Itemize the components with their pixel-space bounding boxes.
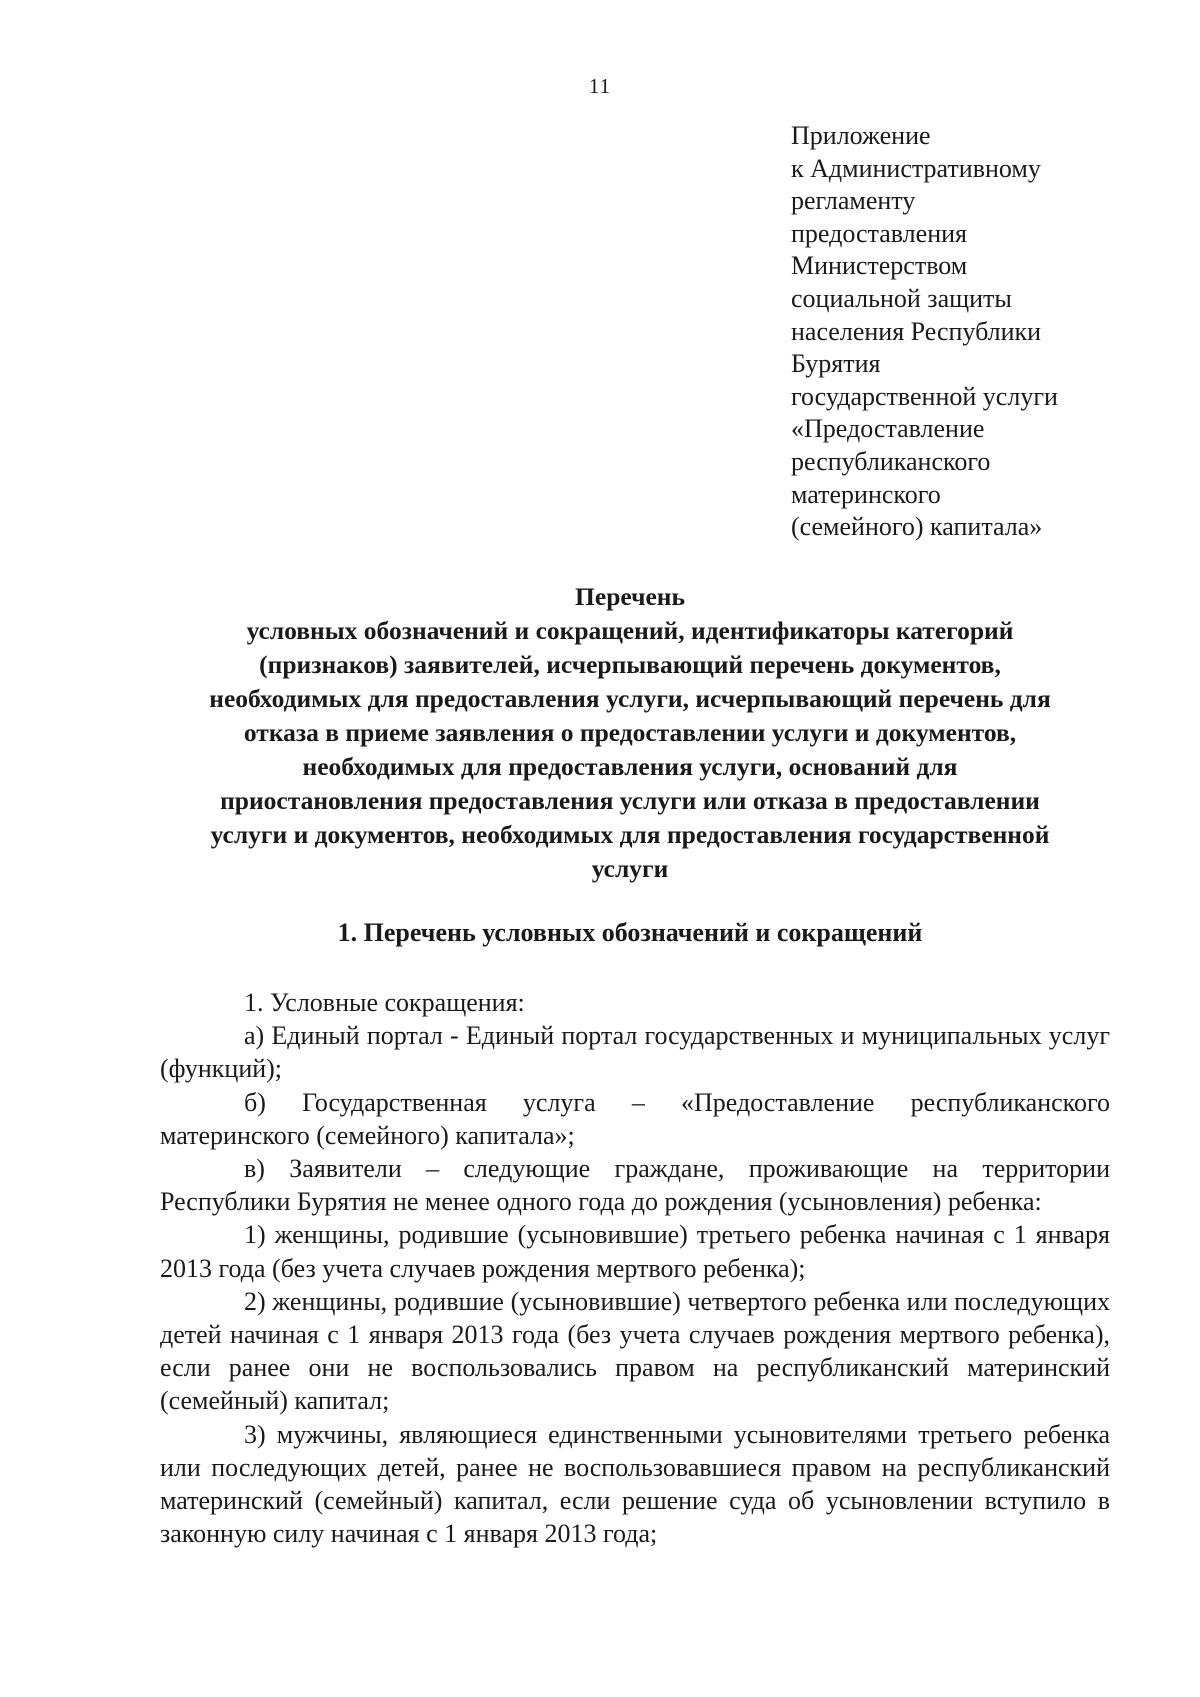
document-heading [150, 580, 1110, 886]
paragraph: 2) женщины, родившие (усыновившие) четвертого ребенка или последующих детей начиная с 1 января 2013 года (без учета случаев рождения мертвого ребенка), если ранее они не воспользовались правом на республиканский материнский (семейный) капитал; [160, 1286, 1110, 1416]
heading-line: услуги и документов, необходимых для предоставления государственной [210, 820, 1050, 849]
heading-line: необходимых для предоставления услуги, исчерпывающий перечень для [209, 684, 1051, 713]
paragraph: 1. Условные сокращения: [244, 988, 525, 1017]
heading-line: услуги [591, 854, 669, 883]
appendix-line: регламенту [791, 186, 916, 216]
heading-line: Перечень [575, 582, 685, 611]
heading-line: условных обозначений и сокращений, идентификаторы категорий [246, 616, 1014, 645]
appendix-line: республиканского [791, 446, 991, 476]
paragraph: б) Государственная услуга – «Предоставление республиканского материнского (семейного) капитала»; [160, 1087, 1110, 1150]
body-text [160, 986, 1110, 1550]
appendix-line: населения Республики [791, 316, 1042, 346]
heading-line: (признаков) заявителей, исчерпывающий перечень документов, [259, 650, 1001, 679]
page-number: 11 [588, 74, 612, 98]
paragraph: 1) женщины, родившие (усыновившие) третьего ребенка начиная с 1 января 2013 года (без учета случаев рождения мертвого ребенка); [160, 1220, 1110, 1283]
appendix-line: (семейного) капитала» [791, 512, 1043, 542]
appendix-line: социальной защиты [791, 283, 1012, 313]
appendix-line: Приложение [791, 121, 931, 150]
appendix-line: Министерством [791, 251, 968, 281]
appendix-line: «Предоставление [791, 414, 985, 444]
paragraph: 3) мужчины, являющиеся единственными усыновителями третьего ребенка или последующих детей, ранее не воспользовавшиеся правом на республиканский материнский (семейный) капитал, если решение суда об усыновлении вступило в законную силу начиная с 1 января 2013 года; [160, 1419, 1110, 1549]
heading-line: приостановления предоставления услуги или отказа в предоставлении [220, 786, 1040, 815]
heading-line: отказа в приеме заявления о предоставлении услуги и документов, [243, 718, 1017, 747]
heading-line: необходимых для предоставления услуги, оснований для [302, 752, 958, 781]
paragraph: в) Заявители – следующие граждане, проживающие на территории Республики Бурятия не менее одного года до рождения (усыновления) ребенка: [160, 1154, 1110, 1217]
paragraph: а) Единый портал - Единый портал государственных и муниципальных услуг (функций); [160, 1021, 1110, 1084]
appendix-line: государственной услуги [791, 381, 1058, 411]
appendix-line: предоставления [791, 218, 967, 248]
appendix-block [791, 120, 1181, 544]
section-title: 1. Перечень условных обозначений и сокращений [337, 918, 923, 947]
appendix-line: Бурятия [791, 349, 881, 379]
appendix-line: материнского [791, 479, 941, 509]
appendix-line: к Административному [791, 153, 1041, 183]
